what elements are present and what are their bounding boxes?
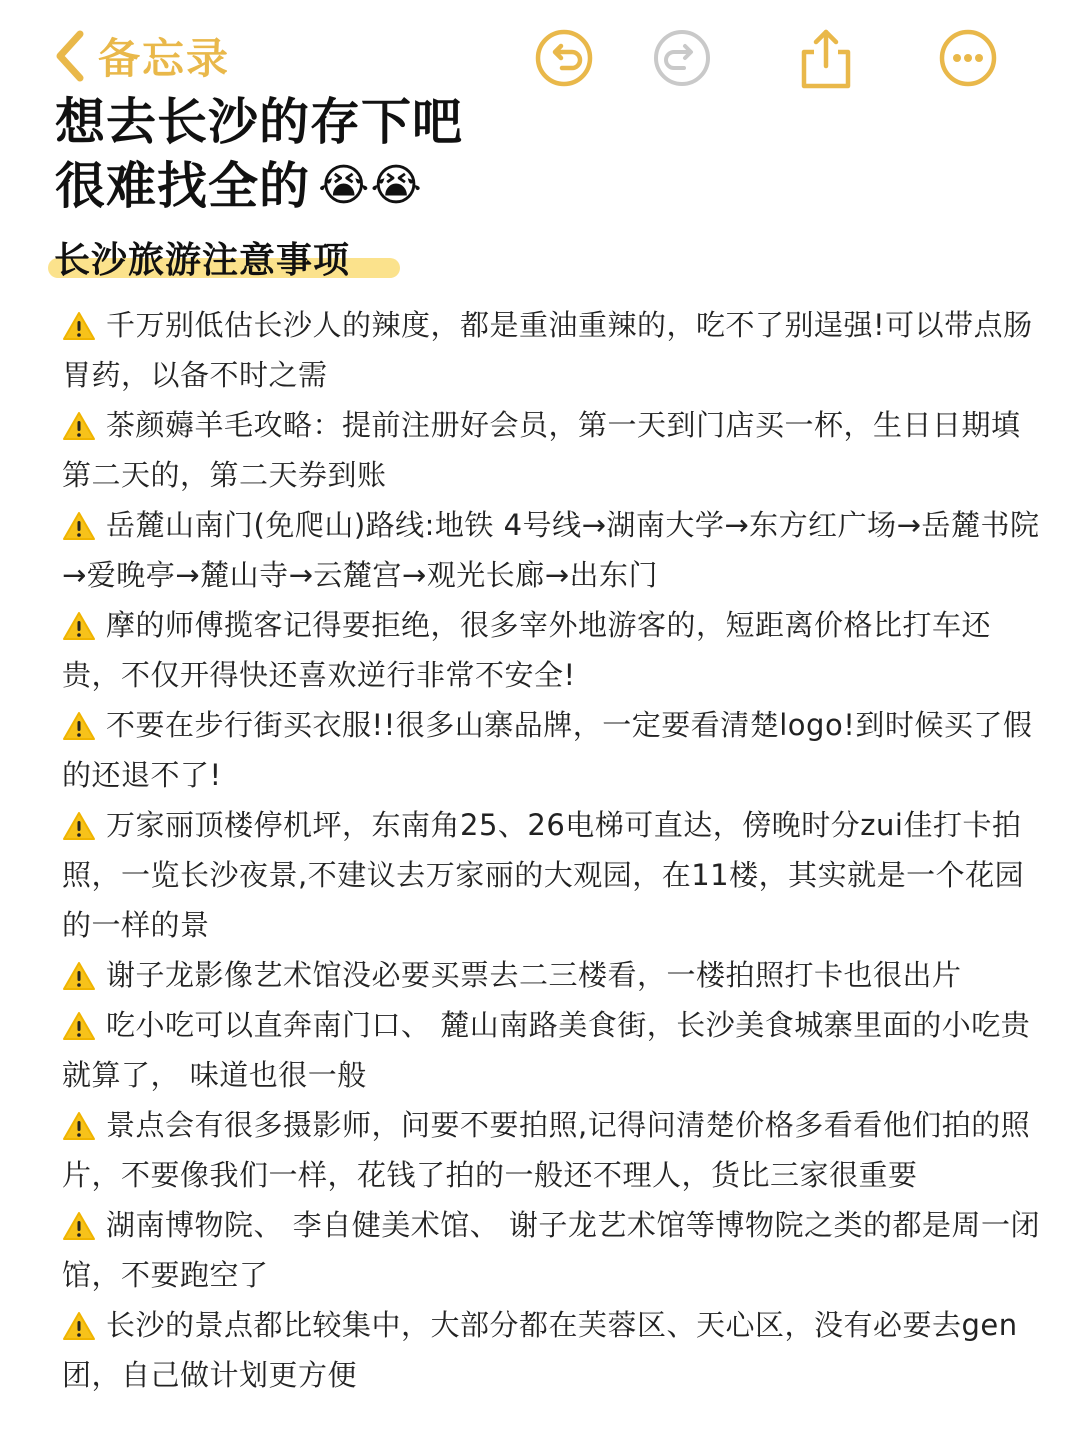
back-label: 备忘录 [98,34,231,83]
warning-icon [62,711,96,741]
undo-icon [534,28,594,88]
list-item: 谢子龙影像艺术馆没必要买票去二三楼看，一楼拍照打卡也很出片 [62,950,1042,1000]
redo-button[interactable] [652,28,712,88]
share-button[interactable] [796,28,856,88]
list-item: 岳麓山南门(免爬山)路线:地铁 4号线→湖南大学→东方红广场→岳麓书院→爱晚亭→麓山寺→云麓宫→观光长廊→出东门 [62,508,1040,592]
note-title[interactable] [55,90,463,218]
title-line-1: 想去长沙的存下吧 [55,93,463,151]
list-item: 摩的师傅揽客记得要拒绝，很多宰外地游客的，短距离价格比打车还贵，不仅开得快还喜欢逆行非常不安全! [62,608,992,692]
back-button[interactable] [52,26,230,86]
warning-icon [62,411,96,441]
warning-icon [62,511,96,541]
list-item: 万家丽顶楼停机坪，东南角25、26电梯可直达，傍晚时分zui佳打卡拍照，一览长沙夜景,不建议去万家丽的大观园，在11楼，其实就是一个花园的一样的景 [62,808,1025,942]
warning-icon [62,811,96,841]
warning-icon [62,1211,96,1241]
list-item: 千万别低估长沙人的辣度，都是重油重辣的，吃不了别逞强!可以带点肠胃药，以备不时之需 [62,308,1033,392]
tips-list[interactable] [62,300,1042,1400]
more-button[interactable] [938,28,998,88]
title-line-2: 很难找全的 😭😭 [55,157,423,215]
redo-icon [652,28,712,88]
warning-icon [62,611,96,641]
section-heading [48,232,350,283]
list-item: 景点会有很多摄影师，问要不要拍照,记得问清楚价格多看看他们拍的照片，不要像我们一样，花钱了拍的一般还不理人，货比三家很重要 [62,1108,1031,1192]
list-item: 长沙的景点都比较集中，大部分都在芙蓉区、天心区，没有必要去gen 团，自己做计划更方便 [62,1308,1018,1392]
warning-icon [62,961,96,991]
crying-emoji-icon: 😭😭 [318,160,423,211]
chevron-left-icon [52,28,86,84]
warning-icon [62,1011,96,1041]
warning-icon [62,1111,96,1141]
more-icon [938,28,998,88]
warning-icon [62,311,96,341]
warning-icon [62,1311,96,1341]
list-item: 茶颜薅羊毛攻略：提前注册好会员，第一天到门店买一杯，生日日期填第二天的，第二天券到账 [62,408,1021,492]
undo-button[interactable] [534,28,594,88]
section-heading-text: 长沙旅游注意事项 [54,240,351,281]
list-item: 湖南博物院、 李自健美术馆、 谢子龙艺术馆等博物院之类的都是周一闭馆，不要跑空了 [62,1208,1040,1292]
list-item: 不要在步行街买衣服!!很多山寨品牌，一定要看清楚logo!到时候买了假的还退不了! [62,708,1033,792]
share-icon [796,28,856,92]
list-item: 吃小吃可以直奔南门口、 麓山南路美食街，长沙美食城寨里面的小吃贵就算了， 味道也很一般 [62,1008,1031,1092]
